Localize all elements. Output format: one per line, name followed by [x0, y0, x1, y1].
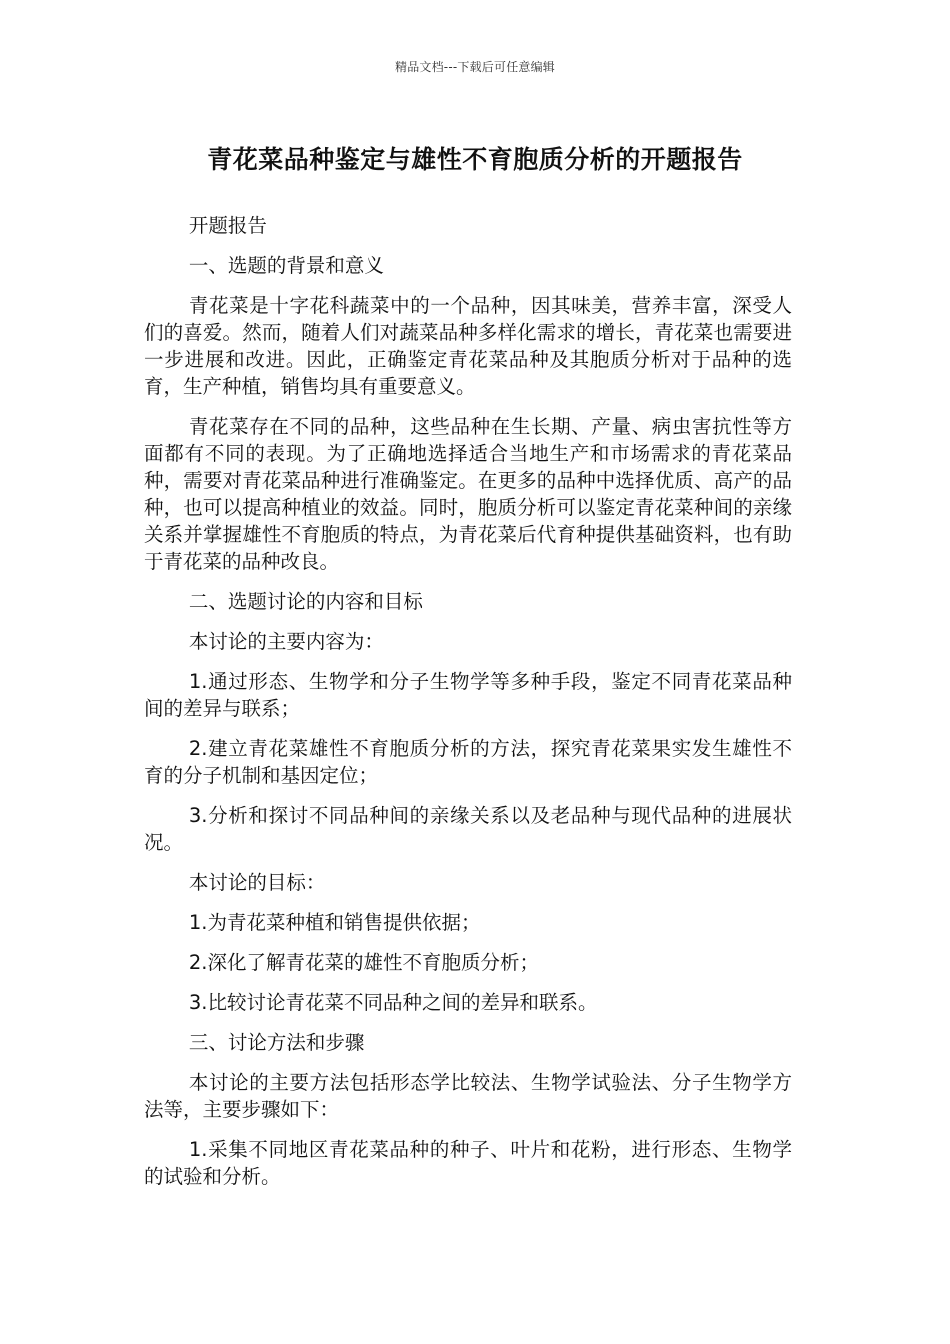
section-heading: 二、选题讨论的内容和目标	[188, 590, 423, 613]
list-item: 1.采集不同地区青花菜品种的种子、叶片和花粉，进行形态、生物学的试验和分析。	[144, 1138, 792, 1188]
list-item: 2.深化了解青花菜的雄性不育胞质分析；	[188, 951, 539, 974]
list-item: 1.通过形态、生物学和分子生物学等多种手段，鉴定不同青花菜品种间的差异与联系；	[144, 670, 792, 720]
section-heading: 一、选题的背景和意义	[188, 254, 384, 277]
list-item: 2.建立青花菜雄性不育胞质分析的方法，探究青花菜果实发生雄性不育的分子机制和基因定位；	[144, 737, 792, 787]
paragraph: 本讨论的主要内容为：	[188, 630, 384, 653]
section-heading: 三、讨论方法和步骤	[188, 1031, 365, 1054]
list-item: 3.分析和探讨不同品种间的亲缘关系以及老品种与现代品种的进展状况。	[144, 804, 792, 854]
paragraph: 青花菜是十字花科蔬菜中的一个品种，因其味美，营养丰富，深受人们的喜爱。然而，随着人们对蔬菜品种多样化需求的增长，青花菜也需要进一步进展和改进。因此，正确鉴定青花菜品种及其胞质分析对于品种的选育，生产种植，销售均具有重要意义。	[144, 294, 792, 398]
paragraph: 本讨论的目标：	[188, 871, 326, 894]
paragraph: 青花菜存在不同的品种，这些品种在生长期、产量、病虫害抗性等方面都有不同的表现。为了正确地选择适合当地生产和市场需求的青花菜品种，需要对青花菜品种进行准确鉴定。在更多的品种中选择优质、高产的品种，也可以提高种植业的效益。同时，胞质分析可以鉴定青花菜种间的亲缘关系并掌握雄性不育胞质的特点，为青花菜后代育种提供基础资料，也有助于青花菜的品种改良。	[144, 415, 792, 573]
list-item: 3.比较讨论青花菜不同品种之间的差异和联系。	[188, 991, 598, 1014]
header-note: 精品文档---下载后可任意编辑	[395, 60, 555, 74]
document-body	[144, 212, 792, 1203]
paragraph: 本讨论的主要方法包括形态学比较法、生物学试验法、分子生物学方法等，主要步骤如下：	[144, 1071, 792, 1121]
document-title: 青花菜品种鉴定与雄性不育胞质分析的开题报告	[207, 145, 743, 174]
section-label: 开题报告	[188, 214, 267, 237]
list-item: 1.为青花菜种植和销售提供依据；	[188, 911, 481, 934]
